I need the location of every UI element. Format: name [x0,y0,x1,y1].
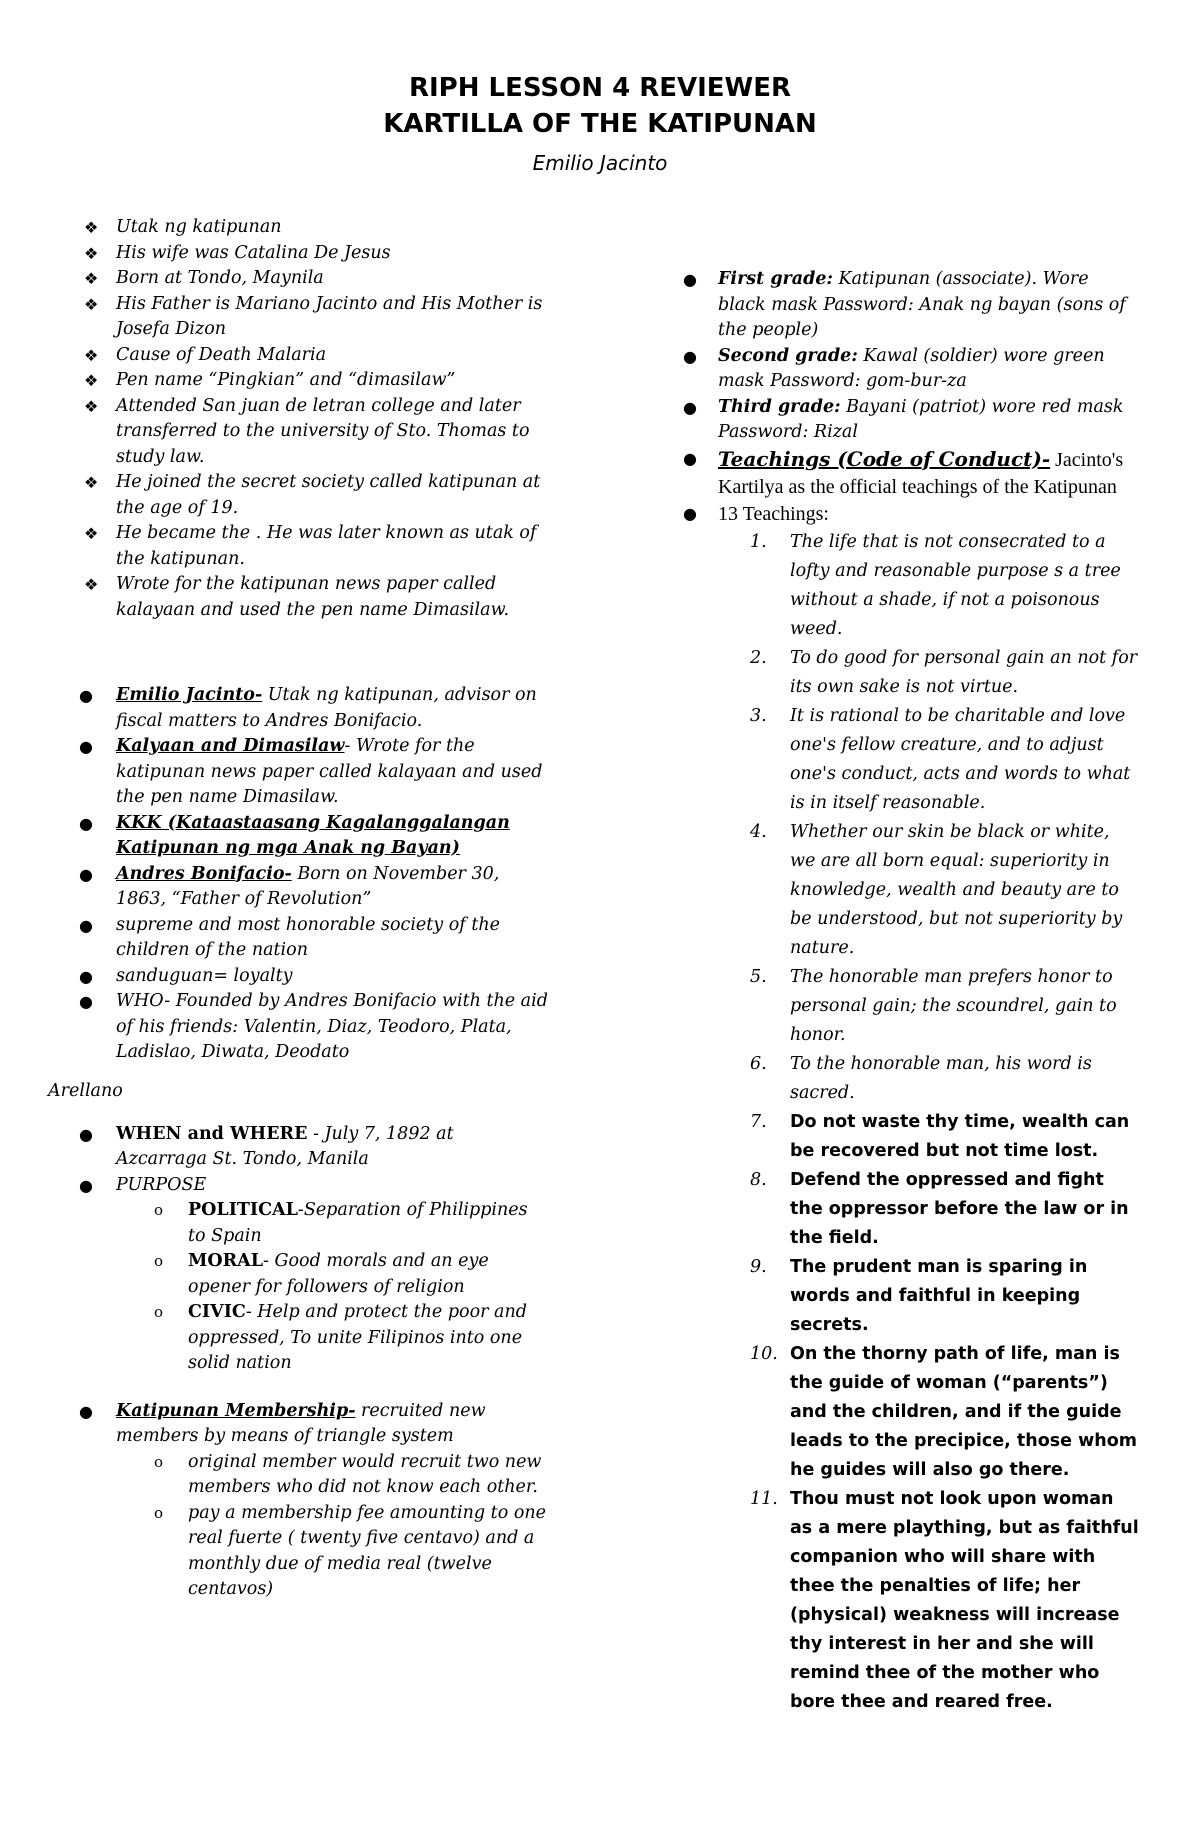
bullet-icon: ● [683,346,697,366]
list-item: ❖ His wife was Catalina De Jesus [48,241,548,267]
diamond-bullet-icon: ❖ [84,396,99,416]
list-item: ❖ Wrote for the katipunan news paper called kalayaan and used the pen name Dimasilaw. [84,574,510,620]
teaching-item: 7. Do not waste thy time, wealth can be recovered but not time lost. [750,1111,1130,1161]
teaching-item: 4. Whether our skin be black or white, we are all born equal: superiority in knowledge, wealth and beauty are to be understood, but not superiority by nature. [750,821,1123,958]
list-item: ❖ Attended San juan de letran college and later transferred to the university of Sto. Thomas to study law. [84,395,530,467]
teaching-item: 3. It is rational to be charitable and love one's fellow creature, and to adjust one's conduct, acts and words to what is in itself reasonable. [750,705,1131,813]
list-item: ❖ He joined the secret society called katipunan at the age of 19. [84,472,541,518]
list-item: ● KKK (Kataastaasang Kagalanggalangan Katipunan ng mga Anak ng Bayan) [79,812,510,858]
bullet-icon: ● [79,1401,93,1421]
katipunan-bullets-list [48,683,548,1066]
founding-list [48,1122,548,1199]
circle-bullet-icon: o [154,1201,164,1219]
teaching-item: 9. The prudent man is sparing in words and faithful in keeping secrets. [750,1256,1088,1335]
teaching-item: 11. Thou must not look upon woman as a mere plaything, but as faithful companion who will share with thee the penalties of life; her (physical) weakness will increase thy interest in her and she will remind thee of the mother who bore thee and reared free. [750,1488,1139,1712]
teaching-item: 2. To do good for personal gain an not for its own sake is not virtue. [750,647,1138,697]
teaching-item: 1. The life that is not consecrated to a lofty and reasonable purpose s a tree without a shade, if not a poisonous weed. [750,531,1121,639]
bullet-icon: ● [683,270,697,289]
left-column [48,215,548,1603]
list-item: ● Kalyaan and Dimasilaw- Wrote for the katipunan news paper called kalayaan and used the pen name Dimasilaw. [79,736,543,807]
list-item: ❖ Pen name “Pingkian” and “dimasilaw” [48,368,548,394]
teachings-list [680,528,1140,1717]
bullet-icon: ● [79,813,93,833]
diamond-bullet-icon: ❖ [84,371,99,390]
list-item: ● sanduguan= loyalty [48,964,548,990]
list-item: ● PURPOSE [48,1173,548,1199]
bullet-icon: ● [683,503,697,523]
list-item: o MORAL- Good morals and an eye opener for followers of religion [154,1251,489,1297]
bullet-icon: ● [79,1124,93,1144]
teaching-item: 8. Defend the oppressed and fight the oppressor before the law or in the field. [750,1169,1129,1248]
teaching-item: 10. On the thorny path of life, man is the guide of woman (“parents”) and the children, and if the guide leads to the precipice, those whom he guides will also go there. [750,1343,1137,1480]
spacer [48,1377,548,1399]
list-item: ● supreme and most honorable society of the children of the nation [79,914,500,960]
circle-bullet-icon: o [154,1303,164,1321]
list-item: ❖ Cause of Death Malaria [48,343,548,369]
list-item: ❖ He became the . He was later known as utak of the katipunan. [84,523,537,569]
diamond-bullet-icon: ❖ [84,243,99,263]
bullet-icon: ● [79,686,93,705]
list-item: o pay a membership fee amounting to one real fuerte ( twenty five centavo) and a monthly due of media real (twelve centavos) [154,1502,546,1599]
list-item: ● Teachings (Code of Conduct)- Jacinto's Kartilya as the official teachings of the Katipunan [683,446,1124,498]
list-item: ❖ Born at Tondo, Maynila [48,266,548,292]
bullet-icon: ● [79,737,93,756]
membership-list [48,1399,548,1450]
bullet-icon: ● [683,397,697,417]
diamond-bullet-icon: ❖ [84,294,99,314]
bullet-icon: ● [79,915,93,935]
teaching-item: 5. The honorable man prefers honor to personal gain; the scoundrel, gain to honor. [750,966,1117,1045]
arellano-note: Arellano [48,1080,123,1101]
list-item: ● WHO- Founded by Andres Bonifacio with the aid of his friends: Valentin, Diaz, Teodoro, Plata, Ladislao, Diwata, Deodato [79,991,548,1062]
diamond-bullet-icon: ❖ [84,345,99,365]
list-item: ● Andres Bonifacio- Born on November 30, 1863, “Father of Revolution” [79,863,500,909]
list-item: ● Third grade: Bayani (patriot) wore red mask Password: Rizal [683,396,1124,442]
list-item: o POLITICAL-Separation of Philippines to Spain [154,1200,528,1246]
circle-bullet-icon: o [154,1503,164,1522]
jacinto-facts-list [48,215,548,623]
diamond-bullet-icon: ❖ [84,524,99,543]
list-item: ● 13 Teachings: [683,502,829,525]
document-header [0,70,1200,178]
membership-sub-list [48,1450,548,1603]
circle-bullet-icon: o [154,1252,164,1270]
list-item: ● Emilio Jacinto- Utak ng katipunan, advisor on fiscal matters to Andres Bonifacio. [79,685,537,731]
spacer [48,623,548,683]
teaching-item: 6. To the honorable man, his word is sacred. [750,1053,1092,1103]
list-item: o CIVIC- Help and protect the poor and oppressed, To unite Filipinos into one solid nation [154,1302,527,1373]
right-column [680,267,1140,1717]
circle-bullet-icon: o [154,1452,164,1471]
document-title: RIPH LESSON 4 REVIEWER [408,73,792,103]
list-item: ● WHEN and WHERE - July 7, 1892 at Azcarraga St. Tondo, Manila [79,1123,454,1169]
diamond-bullet-icon: ❖ [84,218,99,237]
list-item: ❖ Utak ng katipunan [48,215,548,241]
author-name: Emilio Jacinto [532,151,668,175]
bullet-icon: ● [79,1175,93,1195]
list-item: ● Second grade: Kawal (soldier) wore green mask Password: gom-bur-za [683,345,1105,391]
bullet-icon: ● [79,864,93,884]
grades-list [680,267,1140,528]
bullet-icon: ● [79,992,93,1011]
document-subtitle: KARTILLA OF THE KATIPUNAN [383,109,817,139]
diamond-bullet-icon: ❖ [84,473,99,492]
list-item: ● Katipunan Membership- recruited new members by means of triangle system [79,1400,486,1446]
bullet-icon: ● [683,448,697,468]
list-item: ● First grade: Katipunan (associate). Wore black mask Password: Anak ng bayan (sons of the people) [683,269,1126,340]
diamond-bullet-icon: ❖ [84,575,99,594]
purpose-list [48,1198,548,1377]
diamond-bullet-icon: ❖ [84,269,99,288]
bullet-icon: ● [79,966,93,986]
list-item: o original member would recruit two new members who did not know each other. [154,1451,542,1497]
list-item: ❖ His Father is Mariano Jacinto and His Mother is Josefa Dizon [84,293,543,339]
